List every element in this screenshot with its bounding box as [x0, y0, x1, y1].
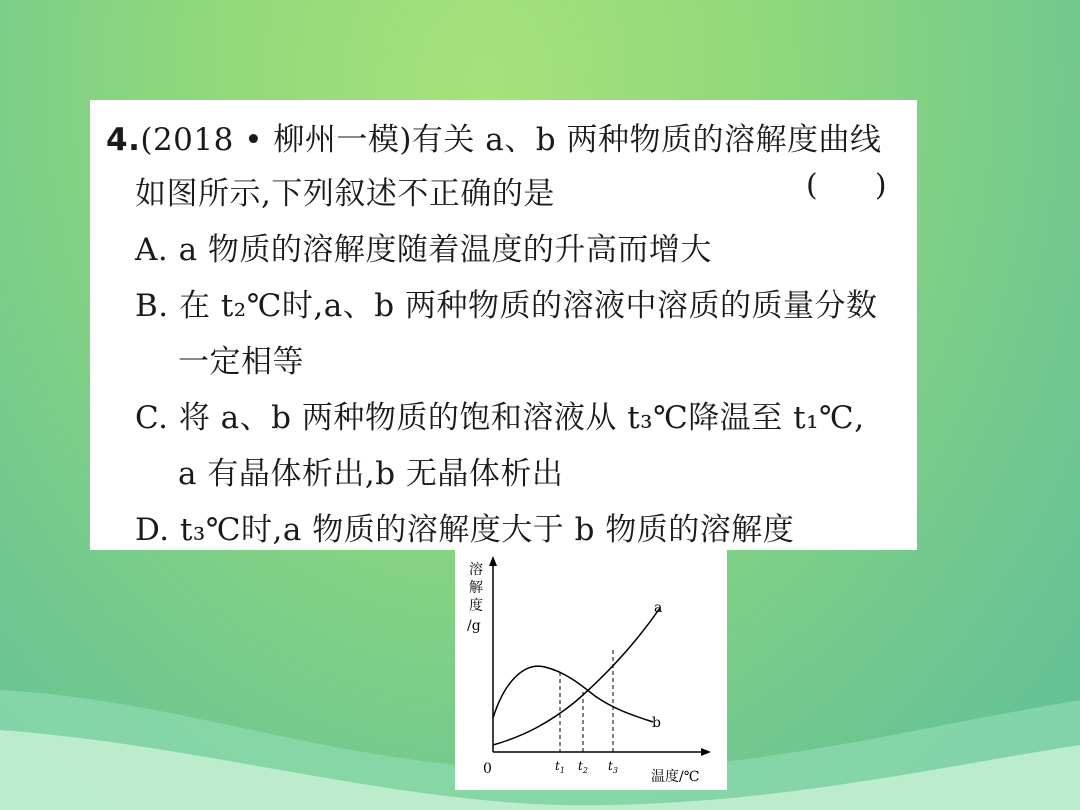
answer-blank: ( ) — [806, 168, 887, 203]
option-a: A. a 物质的溶解度随着温度的升高而增大 — [135, 232, 712, 268]
option-c-line-1: C. 将 a、b 两种物质的饱和溶液从 t₃℃降温至 t₁℃, — [135, 400, 865, 436]
question-number: 4. — [106, 122, 141, 158]
t1-label: $t_1$ — [555, 759, 565, 775]
curve-b-label: b — [652, 715, 661, 731]
y-axis-label-3: 度 — [469, 598, 483, 614]
x-axis-label: 温度/℃ — [651, 769, 700, 785]
curve-a-label: a — [654, 600, 663, 616]
y-axis-label-1: 溶 — [469, 562, 483, 578]
option-d: D. t₃℃时,a 物质的溶解度大于 b 物质的溶解度 — [135, 512, 795, 548]
origin-label: 0 — [483, 761, 492, 777]
curve-b — [493, 666, 653, 722]
option-c-line-2: a 有晶体析出,b 无晶体析出 — [178, 456, 564, 492]
question-stem-1: (2018 • 柳州一模)有关 a、b 两种物质的溶解度曲线 — [140, 122, 882, 158]
y-axis-arrow — [489, 556, 497, 566]
question-stem-2: 如图所示,下列叙述不正确的是 — [135, 176, 555, 212]
solubility-graph — [455, 550, 727, 790]
t3-label: $t_3$ — [608, 759, 618, 775]
y-axis-label-4: /g — [467, 618, 481, 634]
x-axis-arrow — [701, 748, 711, 756]
question-line-1 — [106, 114, 881, 159]
curve-a — [493, 608, 660, 745]
question-card — [90, 100, 917, 550]
t2-label: $t_2$ — [578, 759, 588, 775]
solubility-graph-svg — [455, 550, 727, 790]
option-b-line-2: 一定相等 — [178, 344, 304, 380]
option-b-line-1: B. 在 t₂℃时,a、b 两种物质的溶液中溶质的质量分数 — [135, 288, 878, 324]
y-axis-label-2: 解 — [469, 580, 483, 596]
